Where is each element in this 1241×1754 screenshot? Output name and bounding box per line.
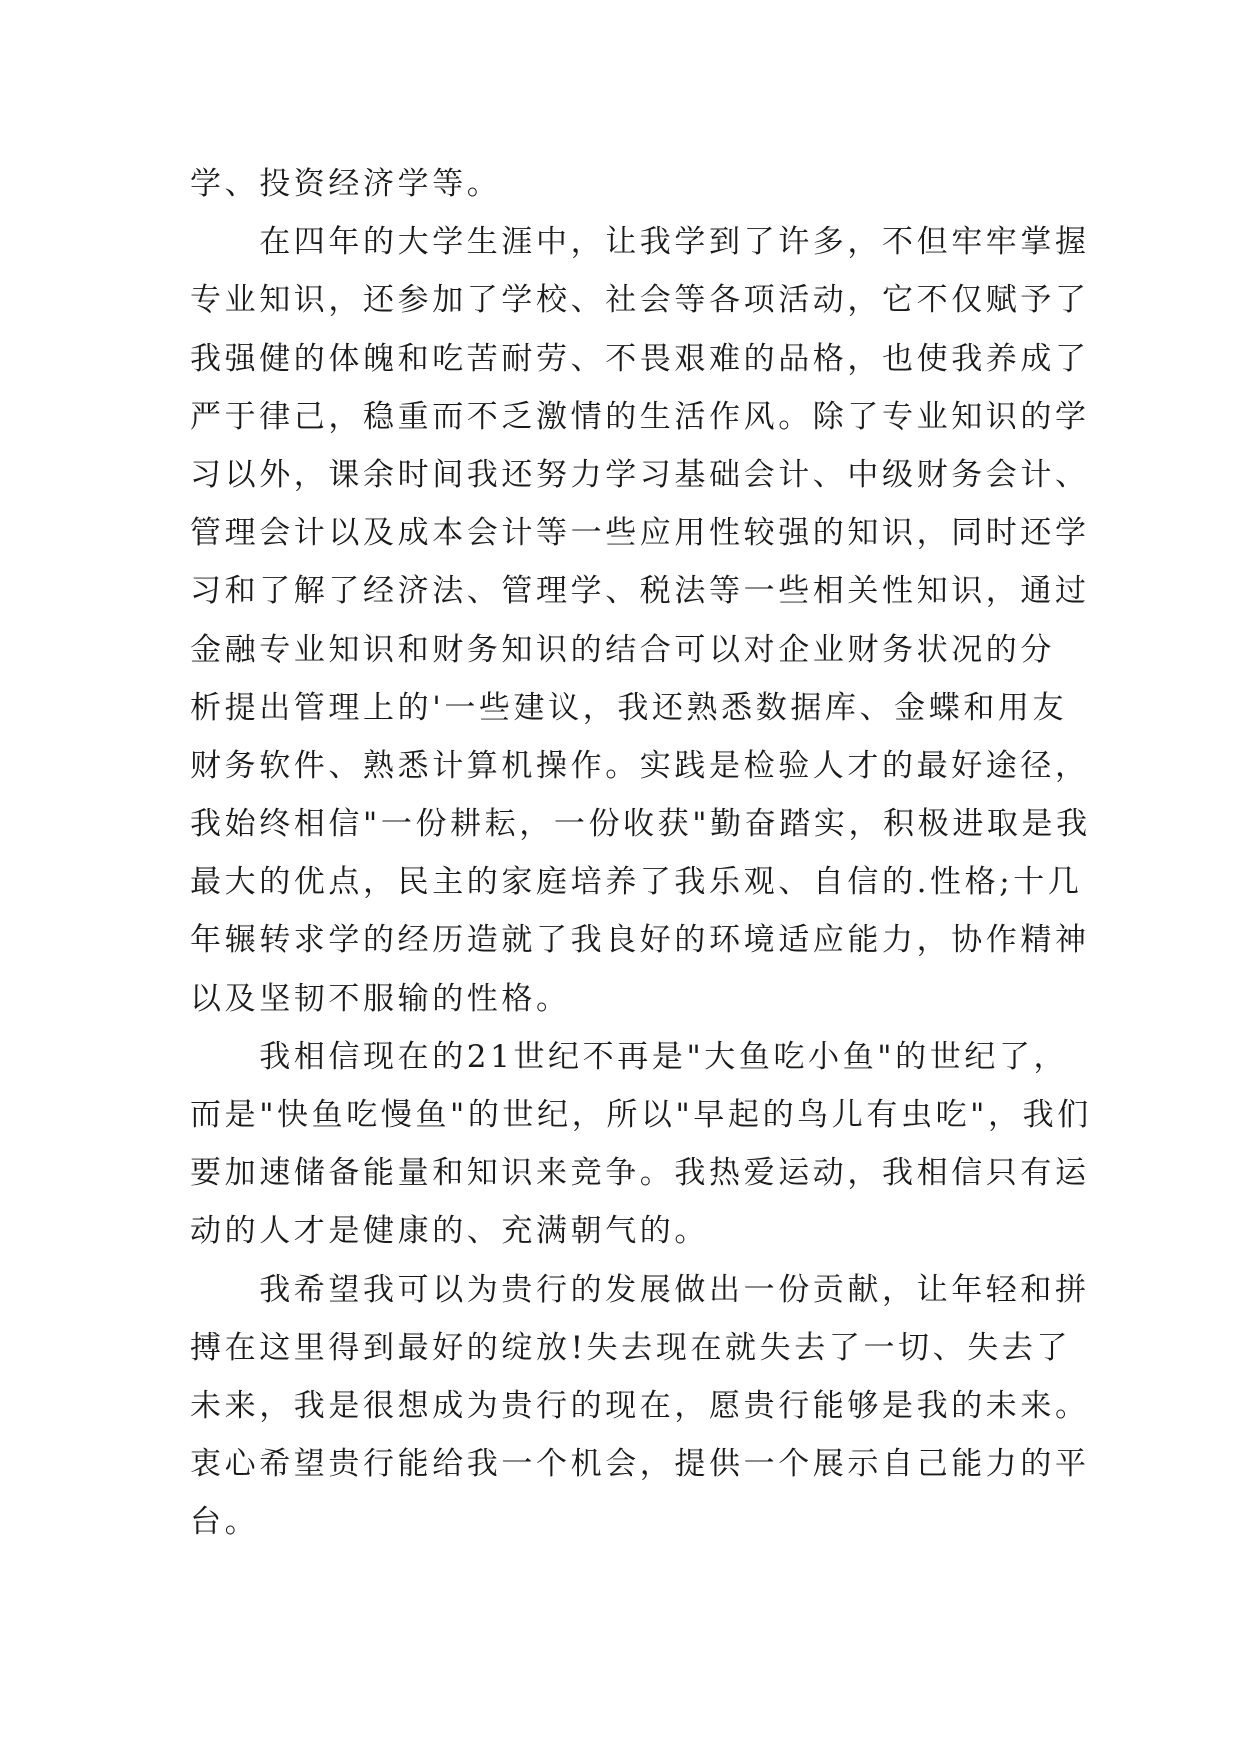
text-line: 搏在这里得到最好的绽放!失去现在就失去了一切、失去了 (190, 1329, 1072, 1366)
text-line: 未来，我是很想成为贵行的现在，愿贵行能够是我的未来。 (190, 1387, 1090, 1424)
text-line: 严于律己，稳重而不乏激情的生活作风。除了专业知识的学 (190, 398, 1090, 435)
text-line: 习和了解了经济法、管理学、税法等一些相关性知识，通过 (190, 573, 1090, 610)
text-line: 学、投资经济学等。 (190, 166, 502, 202)
text-line: 习以外，课余时间我还努力学习基础会计、中级财务会计、 (190, 456, 1090, 493)
text-line: 在四年的大学生涯中，让我学到了许多，不但牢牢掌握 (190, 224, 1090, 261)
text-line: 而是"快鱼吃慢鱼"的世纪，所以"早起的鸟儿有虫吃"，我们 (190, 1097, 1092, 1133)
text-line: 要加速储备能量和知识来竞争。我热爱运动，我相信只有运 (190, 1155, 1090, 1192)
text-line: 析提出管理上的'一些建议，我还熟悉数据库、金蝶和用友 (190, 689, 1068, 726)
text-line: 我强健的体魄和吃苦耐劳、不畏艰难的品格，也使我养成了 (190, 340, 1090, 377)
text-line: 管理会计以及成本会计等一些应用性较强的知识，同时还学 (190, 515, 1090, 552)
text-line: 动的人才是健康的、充满朝气的。 (190, 1213, 709, 1250)
text-line: 以及坚韧不服输的性格。 (190, 980, 571, 1017)
text-line: 台。 (190, 1504, 260, 1541)
text-line: 专业知识，还参加了学校、社会等各项活动，它不仅赋予了 (190, 282, 1090, 319)
text-line: 我相信现在的21世纪不再是"大鱼吃小鱼"的世纪了， (190, 1038, 1069, 1075)
text-line: 年辗转求学的经历造就了我良好的环境适应能力，协作精神 (190, 922, 1090, 959)
text-line: 我希望我可以为贵行的发展做出一份贡献，让年轻和拼 (190, 1271, 1090, 1308)
document-text (190, 155, 1092, 1552)
text-line: 金融专业知识和财务知识的结合可以对企业财务状况的分 (190, 631, 1055, 668)
text-line: 最大的优点，民主的家庭培养了我乐观、自信的.性格;十几 (190, 864, 1083, 901)
text-line: 财务软件、熟悉计算机操作。实践是检验人才的最好途径， (190, 747, 1090, 784)
text-line: 衷心希望贵行能给我一个机会，提供一个展示自己能力的平 (190, 1446, 1090, 1483)
text-line: 我始终相信"一份耕耘，一份收获"勤奋踏实，积极进取是我 (190, 806, 1091, 843)
